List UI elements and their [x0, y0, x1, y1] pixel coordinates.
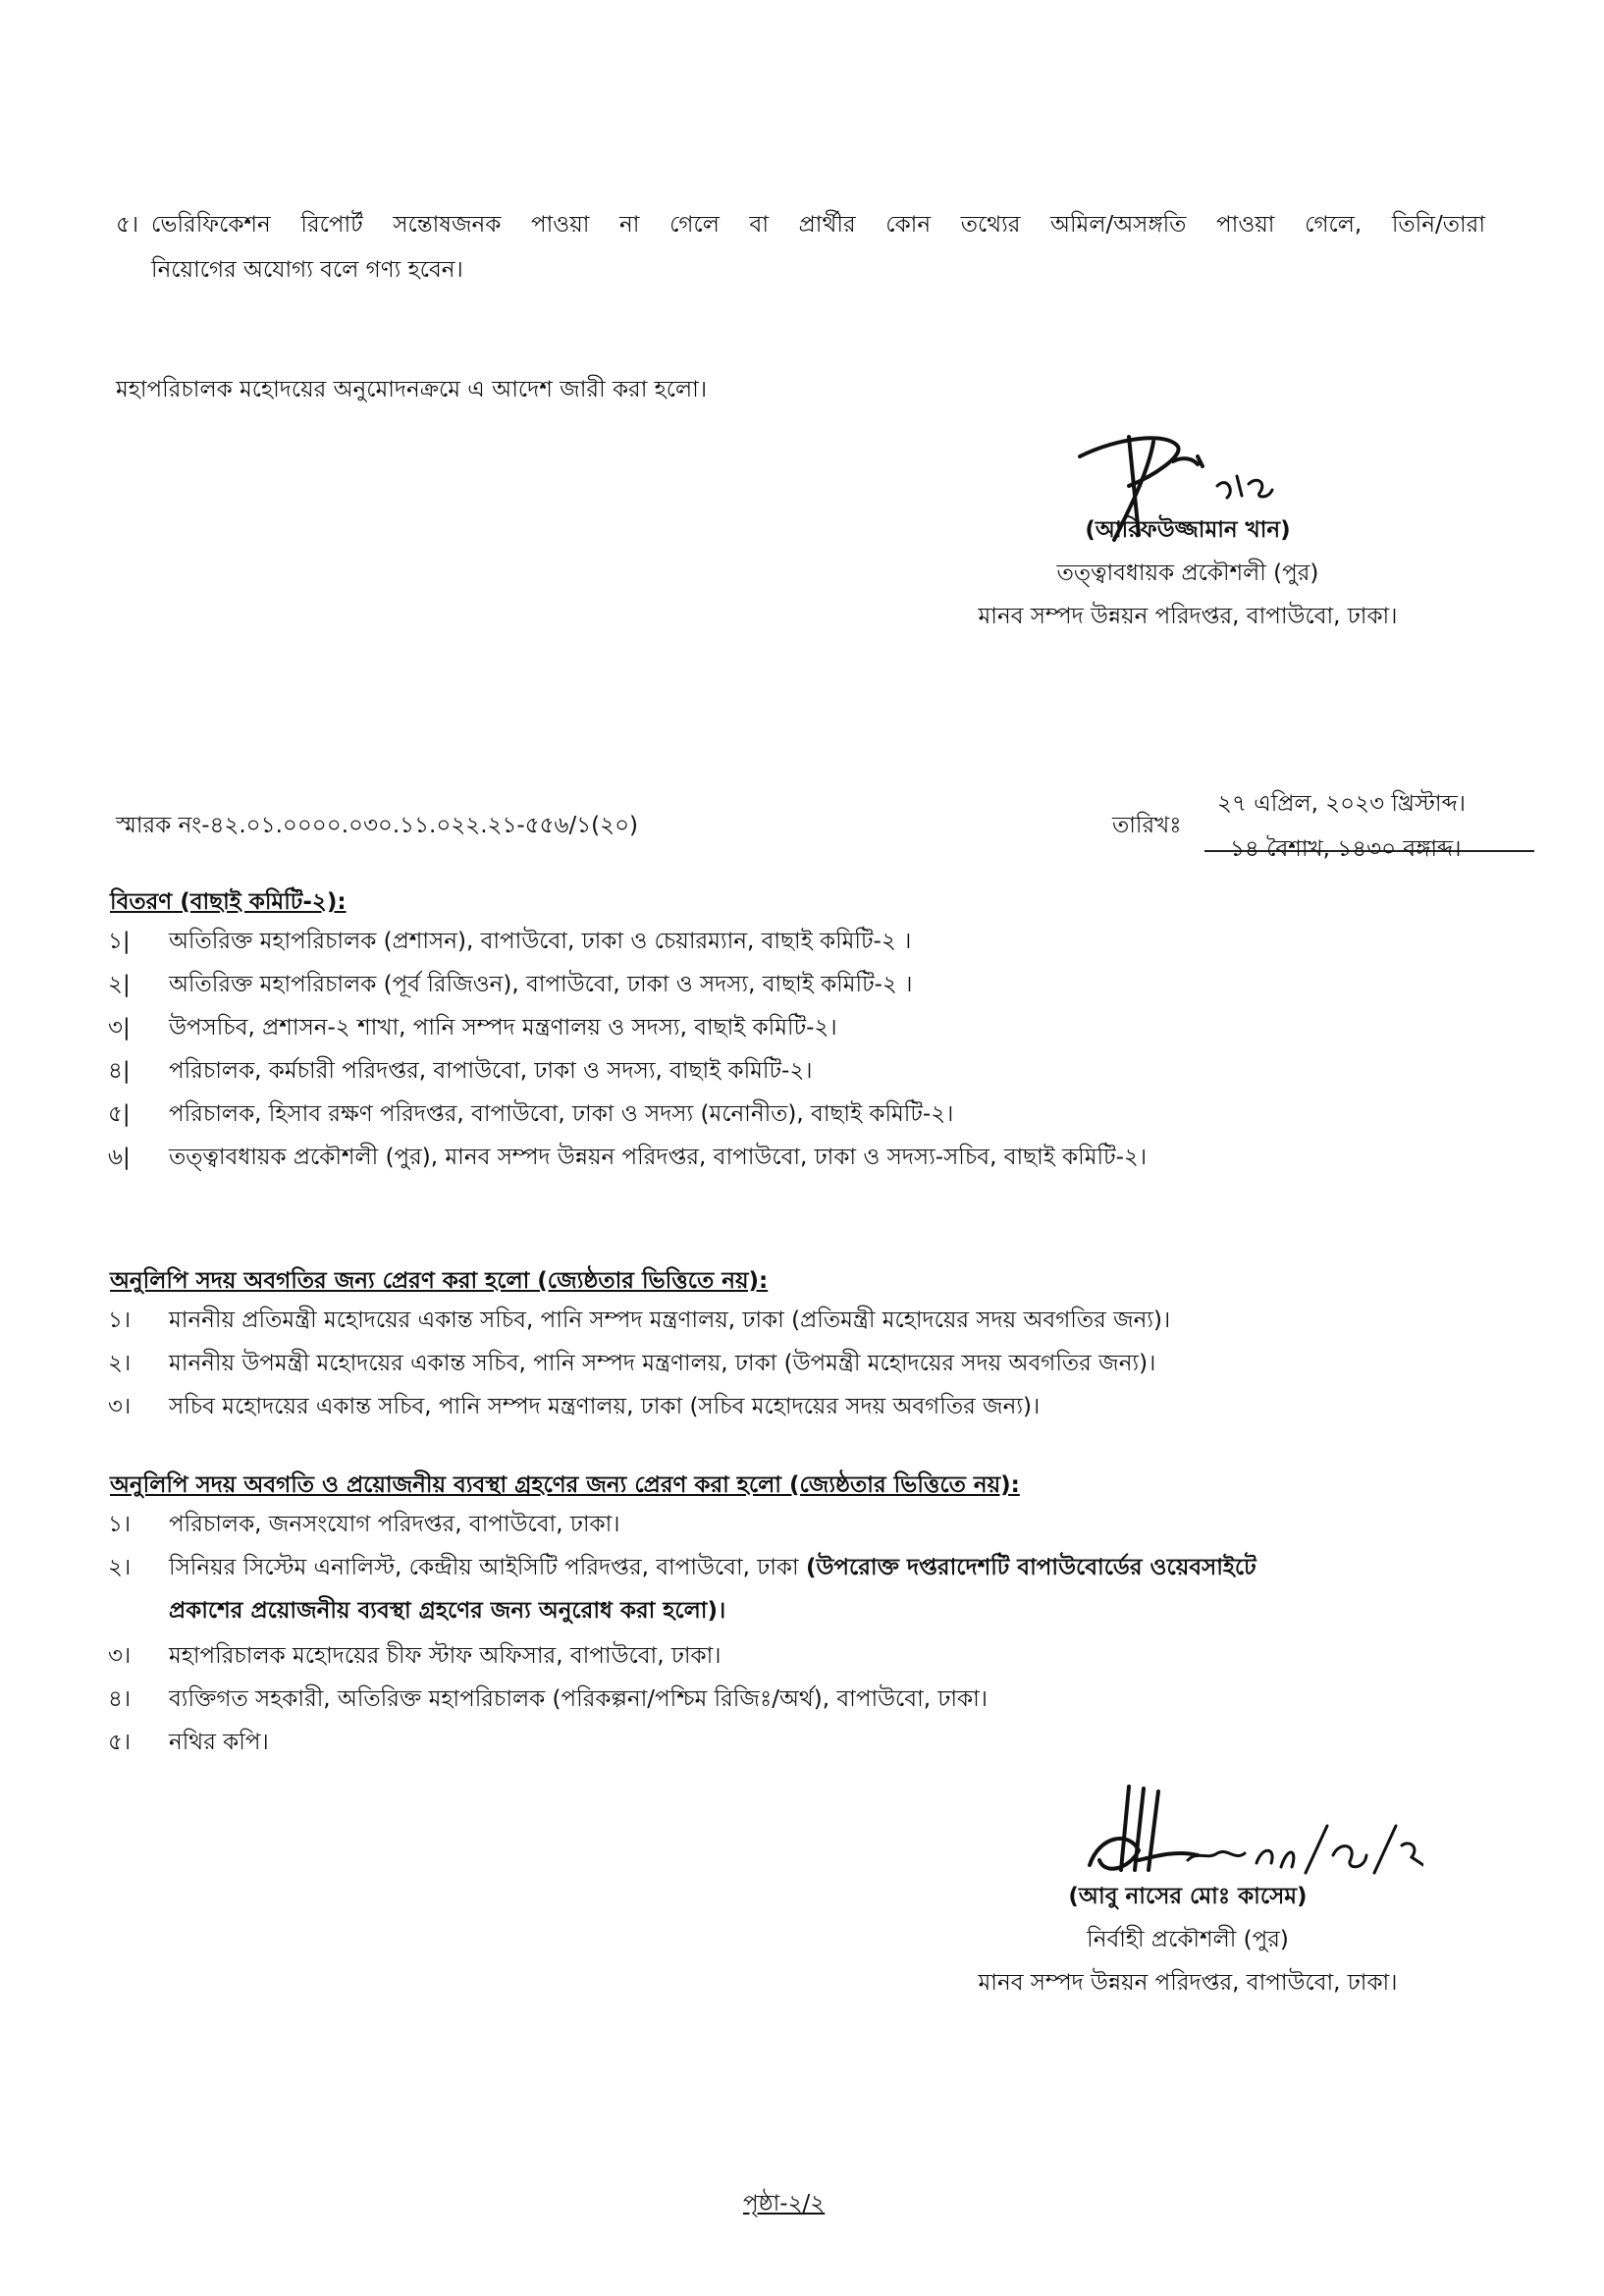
signatory-2-designation: নির্বাহী প্রকৌশলী (পুর): [1087, 1927, 1289, 1952]
copy-1-heading: অনুলিপি সদয় অবগতির জন্য প্রেরণ করা হলো (জ্যেষ্ঠতার ভিত্তিতে নয়):: [110, 1268, 769, 1294]
document-page: ৫। ভেরিফিকেশন রিপোর্ট সন্তোষজনক পাওয়া না গেলে বা প্রার্থীর কোন তথ্যের অমিল/অসঙ্গতি পাওয়া গেলে, তিনি/তারা নিয়োগের অযোগ্য বলে গণ্য হবেন। মহাপরিচালক মহোদয়ের অনুমোদনক্রমে এ আদেশ জারী করা হলো। (আরিফউজ্জামান খান) তত্ত্বাবধায়ক প্রকৌশলী (পুর) মানব সম্পদ উন্নয়ন পরিদপ্তর, বাপাউবো, ঢাকা। স্মারক নং-৪২.০১.০০০০.০৩০.১১.০২২.২১-৫৫৬/১(২০) তারিখঃ ২৭ এপ্রিল, ২০২৩ খ্রিস্টাব্দ। ১৪ বৈশাখ, ১৪৩০ বঙ্গাব্দ। বিতরণ (বাছাই কমিটি-২): ১| অতিরিক্ত মহাপরিচালক (প্রশাসন), বাপাউবো, ঢাকা ও চেয়ারম্যান, বাছাই কমিটি-২ । ২| অতিরিক্ত মহাপরিচালক (পূর্ব রিজিওন), বাপাউবো, ঢাকা ও সদস্য, বাছাই কমিটি-২ । ৩| উপসচিব, প্রশাসন-২ শাখা, পানি সম্পদ মন্ত্রণালয় ও সদস্য, বাছাই কমিটি-২। ৪| পরিচালক, কর্মচারী পরিদপ্তর, বাপাউবো, ঢাকা ও সদস্য, বাছাই কমিটি-২। ৫| পরিচালক, হিসাব রক্ষণ পরিদপ্তর, বাপাউবো, ঢাকা ও সদস্য (মনোনীত), বাছাই কমিটি-২। ৬| তত্ত্বাবধায়ক প্রকৌশলী (পুর), মানব সম্পদ উন্নয়ন পরিদপ্তর, বাপাউবো, ঢাকা ও সদস্য-সচিব, বাছাই কমিটি-২। অনুলিপি সদয় অবগতির জন্য প্রেরণ করা হলো (জ্যেষ্ঠতার ভিত্তিতে নয়): ১। মাননীয় প্রতিমন্ত্রী মহোদয়ের একান্ত সচিব, পানি সম্পদ মন্ত্রণালয়, ঢাকা (প্রতিমন্ত্রী মহোদয়ের সদয় অবগতির জন্য)। ২। মাননীয় উপমন্ত্রী মহোদয়ের একান্ত সচিব, পানি সম্পদ মন্ত্রণালয়, ঢাকা (উপমন্ত্রী মহোদয়ের সদয় অবগতির জন্য)। ৩। সচিব মহোদয়ের একান্ত সচিব, পানি সম্পদ মন্ত্রণালয়, ঢাকা (সচিব মহোদয়ের সদয় অবগতির জন্য)। অনুলিপি সদয় অবগতি ও প্রয়োজনীয় ব্যবস্থা গ্রহণের জন্য প্রেরণ করা হলো (জ্যেষ্ঠতার ভিত্তিতে নয়): ১। পরিচালক, জনসংযোগ পরিদপ্তর, বাপাউবো, ঢাকা। ২। সিনিয়র সিস্টেম এনালিস্ট, কেন্দ্রীয় আইসিটি পরিদপ্তর, বাপাউবো, ঢাকা (উপরোক্ত দপ্তরাদেশটি বাপাউবোর্ডের ওয়েবসাইটে প্রকাশের প্রয়োজনীয় ব্যবস্থা গ্রহণের জন্য অনুরোধ করা হলো)। ৩। মহাপরিচালক মহোদয়ের চীফ স্টাফ অফিসার, বাপাউবো, ঢাকা। ৪। ব্যক্তিগত সহকারী, অতিরিক্ত মহাপরিচালক (পরিকল্পনা/পশ্চিম রিজিঃ/অর্থ), বাপাউবো, ঢাকা। ৫। নথির কপি। (আবু নাসের মোঃ কাসেম) নির্বাহী প্রকৌশলী (পুর) মানব সম্পদ উন্নয়ন পরিদপ্তর, বাপাউবো, ঢাকা। পৃষ্ঠা-২/২: [0, 0, 1604, 2296]
signatory-2-office: মানব সম্পদ উন্নয়ন পরিদপ্তর, বাপাউবো, ঢাকা।: [978, 1970, 1398, 1996]
signatory-1-office: মানব সম্পদ উন্নয়ন পরিদপ্তর, বাপাউবো, ঢাকা।: [978, 604, 1398, 629]
signatory-1-name: (আরিফউজ্জামান খান): [1085, 517, 1291, 543]
item-5-line-2: নিয়োগের অযোগ্য বলে গণ্য হবেন।: [151, 257, 463, 283]
signatory-2-name: (আবু নাসের মোঃ কাসেম): [1068, 1884, 1308, 1909]
date-label: তারিখঃ: [1112, 813, 1182, 838]
item-5-number: ৫।: [116, 212, 139, 238]
signatory-1-block: [913, 508, 1463, 638]
copy-2-heading: অনুলিপি সদয় অবগতি ও প্রয়োজনীয় ব্যবস্থা গ্রহণের জন্য প্রেরণ করা হলো (জ্যেষ্ঠতার ভিত্তিতে নয়):: [110, 1472, 1020, 1498]
copy-2-item-2-bold: (উপরোক্ত দপ্তরাদেশটি বাপাউবোর্ডের ওয়েবসাইটে: [806, 1555, 1256, 1580]
approval-line: মহাপরিচালক মহোদয়ের অনুমোদনক্রমে এ আদেশ জারী করা হলো।: [116, 377, 708, 402]
item-5-paragraph: [116, 202, 1485, 293]
signatory-1-designation: তত্ত্বাবধায়ক প্রকৌশলী (পুর): [1056, 561, 1319, 586]
page-number: পৃষ্ঠা-২/২: [743, 2191, 826, 2216]
memo-number: স্মারক নং-৪২.০১.০০০০.০৩০.১১.০২২.২১-৫৫৬/১(২০): [116, 813, 639, 838]
distribution-heading: বিতরণ (বাছাই কমিটি-২):: [110, 889, 347, 915]
signatory-2-block: [913, 1875, 1463, 2004]
date-gregorian: ২৭ এপ্রিল, ২০২৩ খ্রিস্টাব্দ।: [1217, 791, 1466, 817]
item-5-line-1: ভেরিফিকেশন রিপোর্ট সন্তোষজনক পাওয়া না গেলে বা প্রার্থীর কোন তথ্যের অমিল/অসঙ্গতি পাওয়া গেলে, তিনি/তারা: [151, 212, 1485, 238]
date-bangla: ১৪ বৈশাখ, ১৪৩০ বঙ্গাব্দ।: [1230, 836, 1462, 862]
